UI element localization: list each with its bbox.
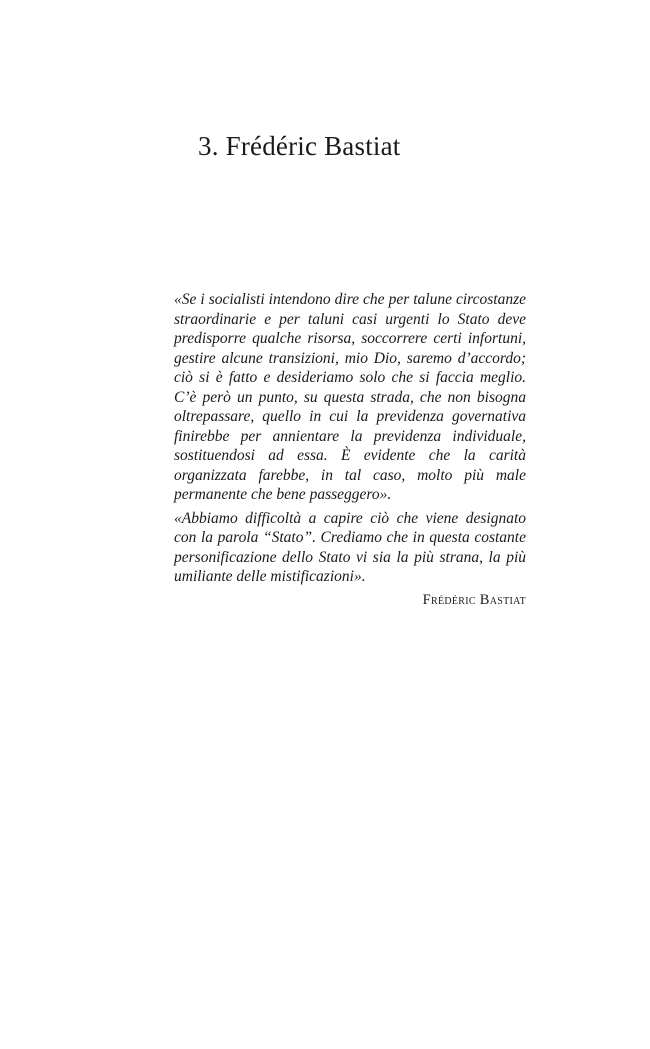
chapter-title: 3. Frédéric Bastiat — [198, 131, 401, 161]
epigraph-paragraph-2: «Abbiamo difficoltà a capire ciò che viene designato con la parola “Stato”. Crediamo che in questa costante personificazione dello Stato vi sia la più strana, la più umiliante delle mistificazioni». — [174, 509, 526, 585]
epigraph — [174, 290, 526, 610]
epigraph-paragraph-1: «Se i socialisti intendono dire che per talune circostanze straordinarie e per taluni casi urgenti lo Stato deve predisporre qualche risorsa, soccorrere certi infortuni, gestire alcune transizioni, mio Dio, saremo d’accordo; ciò si è fatto e desideriamo solo che si faccia meglio. C’è però un punto, su questa strada, che non bisogna oltrepassare, quello in cui la previdenza governativa finirebbe per annientare la previdenza individuale, sostituendosi ad essa. È evidente che la carità organizzata farebbe, in tal caso, molto più male permanente che bene passeggero». — [174, 291, 526, 503]
epigraph-attribution: Frédéric Bastiat — [422, 591, 526, 608]
